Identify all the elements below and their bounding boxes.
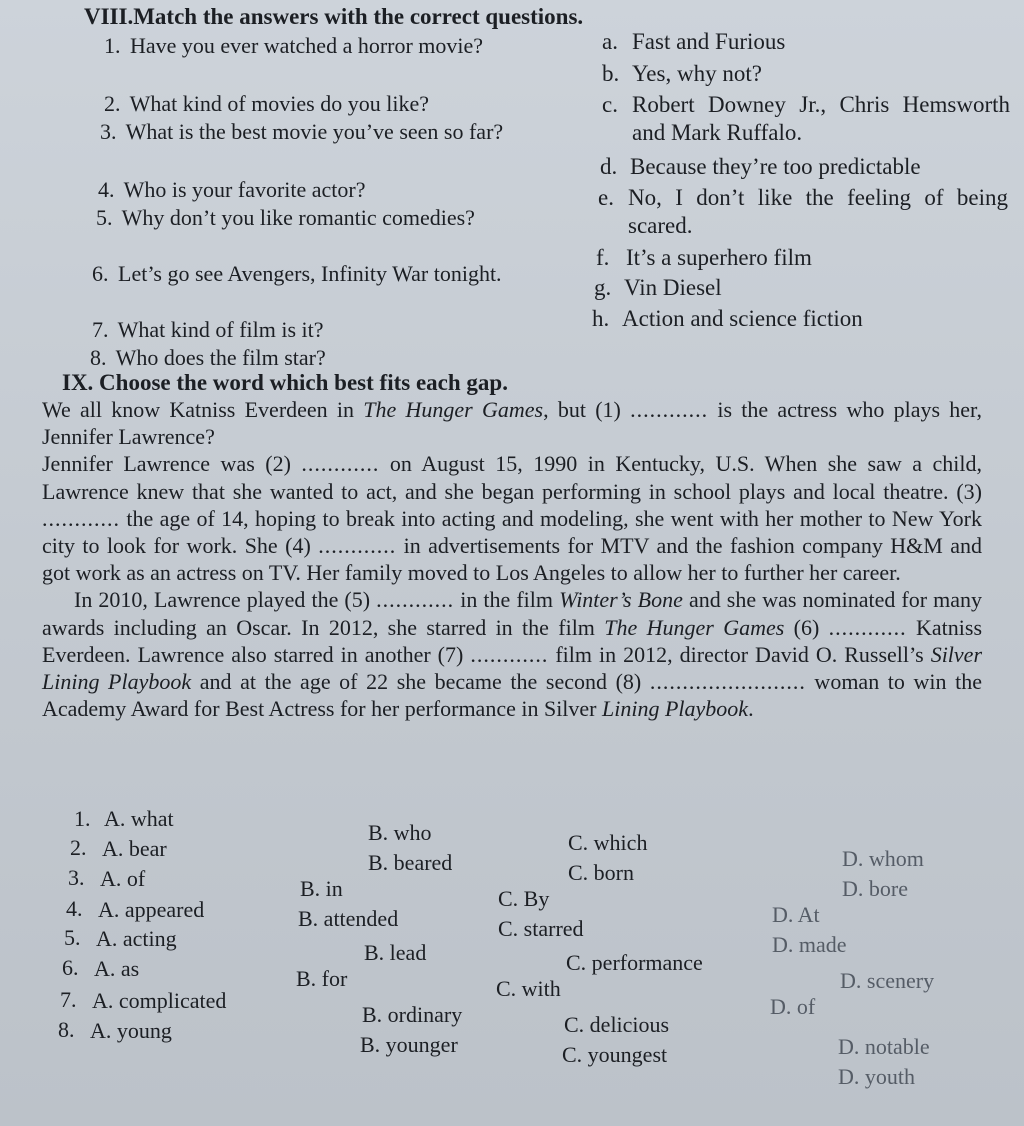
option-b: B. attended bbox=[298, 906, 399, 931]
option-b: B. in bbox=[300, 876, 343, 901]
option-b: B. who bbox=[368, 820, 432, 845]
passage-paragraph-1: We all know Katniss Everdeen in The Hunger Games, but (1) ............ is the actress who plays her, Jennifer Lawrence? bbox=[42, 397, 982, 450]
option-c: C. which bbox=[568, 830, 648, 855]
passage-paragraph-3: In 2010, Lawrence played the (5) ............ in the film Winter’s Bone and she was nominated for many awards including an Oscar. In 2012, she starred in the film The Hunger Games (6) ............ Katniss Everdeen. Lawrence also starred in another (7) ............ film in 2012, director David O. Russell’s Silver Lining Playbook and at the age of 22 she became the second (8) ........................ woman to win the Academy Award for Best Actress for her performance in Silver Lining Playbook. bbox=[42, 587, 983, 722]
option-d: D. bore bbox=[842, 876, 908, 901]
option-b: B. younger bbox=[360, 1032, 458, 1057]
gap-8: ........................ bbox=[649, 669, 806, 695]
option-a: A. as bbox=[94, 956, 140, 981]
section-8-title: VIII.Match the answers with the correct questions. bbox=[84, 4, 584, 29]
answer-e: e. No, I don’t like the feeling of being scared. bbox=[598, 185, 1008, 238]
option-number: 3. bbox=[68, 865, 85, 890]
answer-d: d. Because they’re too predictable bbox=[600, 154, 921, 179]
question-7: 7. What kind of film is it? bbox=[92, 317, 324, 342]
option-c: C. with bbox=[496, 976, 561, 1001]
option-b: B. beared bbox=[368, 850, 453, 875]
option-number: 5. bbox=[64, 925, 81, 950]
option-c: C. born bbox=[568, 860, 634, 885]
option-c: C. performance bbox=[566, 950, 703, 975]
answer-b: b. Yes, why not? bbox=[602, 61, 762, 86]
gap-2: ............ bbox=[301, 451, 380, 477]
gap-3: ............ bbox=[42, 505, 120, 531]
option-c: C. delicious bbox=[564, 1012, 670, 1037]
option-d: D. At bbox=[772, 902, 820, 927]
option-number: 1. bbox=[74, 806, 91, 831]
option-a: A. what bbox=[104, 806, 174, 831]
option-a: A. young bbox=[90, 1018, 172, 1043]
question-6: 6. Let’s go see Avengers, Infinity War tonight. bbox=[92, 261, 502, 286]
question-5: 5. Why don’t you like romantic comedies? bbox=[96, 205, 475, 230]
option-d: D. notable bbox=[838, 1034, 930, 1059]
gap-7: ............ bbox=[470, 641, 549, 667]
option-d: D. scenery bbox=[840, 968, 935, 993]
option-a: A. bear bbox=[102, 836, 167, 861]
option-a: A. complicated bbox=[92, 988, 227, 1013]
gap-4: ............ bbox=[318, 533, 397, 559]
option-number: 2. bbox=[70, 835, 87, 860]
gap-1: ............ bbox=[630, 397, 709, 422]
reading-passage bbox=[42, 396, 982, 722]
answer-f: f. It’s a superhero film bbox=[596, 245, 812, 270]
option-number: 8. bbox=[58, 1017, 75, 1042]
option-c: C. youngest bbox=[562, 1042, 668, 1067]
question-1: 1. Have you ever watched a horror movie? bbox=[104, 33, 484, 58]
question-3: 3. What is the best movie you’ve seen so far? bbox=[100, 119, 504, 144]
option-d: D. youth bbox=[838, 1064, 915, 1089]
answer-c: c. Robert Downey Jr., Chris Hemsworth and Mark Ruffalo. bbox=[602, 92, 1010, 145]
option-number: 4. bbox=[66, 896, 83, 921]
answer-h: h. Action and science fiction bbox=[592, 306, 863, 331]
answer-g: g. Vin Diesel bbox=[594, 275, 722, 300]
question-2: 2. What kind of movies do you like? bbox=[104, 91, 429, 116]
option-b: B. ordinary bbox=[362, 1002, 463, 1027]
section-9-title: IX. Choose the word which best fits each gap. bbox=[62, 370, 508, 395]
question-8: 8. Who does the film star? bbox=[90, 345, 326, 370]
option-b: B. for bbox=[296, 966, 348, 991]
option-d: D. of bbox=[770, 994, 816, 1019]
gap-6: ............ bbox=[828, 614, 907, 640]
option-d: D. made bbox=[772, 932, 847, 957]
option-a: A. acting bbox=[96, 926, 177, 951]
option-b: B. lead bbox=[364, 940, 427, 965]
passage-paragraph-2: Jennifer Lawrence was (2) ............ on August 15, 1990 in Kentucky, U.S. When she saw a child, Lawrence knew that she wanted to act, and she began performing in school plays and local theatre. (3) ............ the age of 14, hoping to break into acting and modeling, she went with her mother to New York city to look for work. She (4) ............ in advertisements for MTV and the fashion company H&M and got work as an actress on TV. Her family moved to Los Angeles to allow her to further her career. bbox=[42, 451, 982, 586]
option-number: 7. bbox=[60, 987, 77, 1012]
gap-5: ............ bbox=[376, 587, 455, 613]
option-c: C. By bbox=[498, 886, 550, 911]
question-4: 4. Who is your favorite actor? bbox=[98, 177, 366, 202]
answer-a: a. Fast and Furious bbox=[602, 29, 786, 54]
option-d: D. whom bbox=[842, 846, 924, 871]
option-a: A. appeared bbox=[98, 897, 205, 922]
option-c: C. starred bbox=[498, 916, 584, 941]
option-a: A. of bbox=[100, 866, 146, 891]
option-number: 6. bbox=[62, 955, 79, 980]
